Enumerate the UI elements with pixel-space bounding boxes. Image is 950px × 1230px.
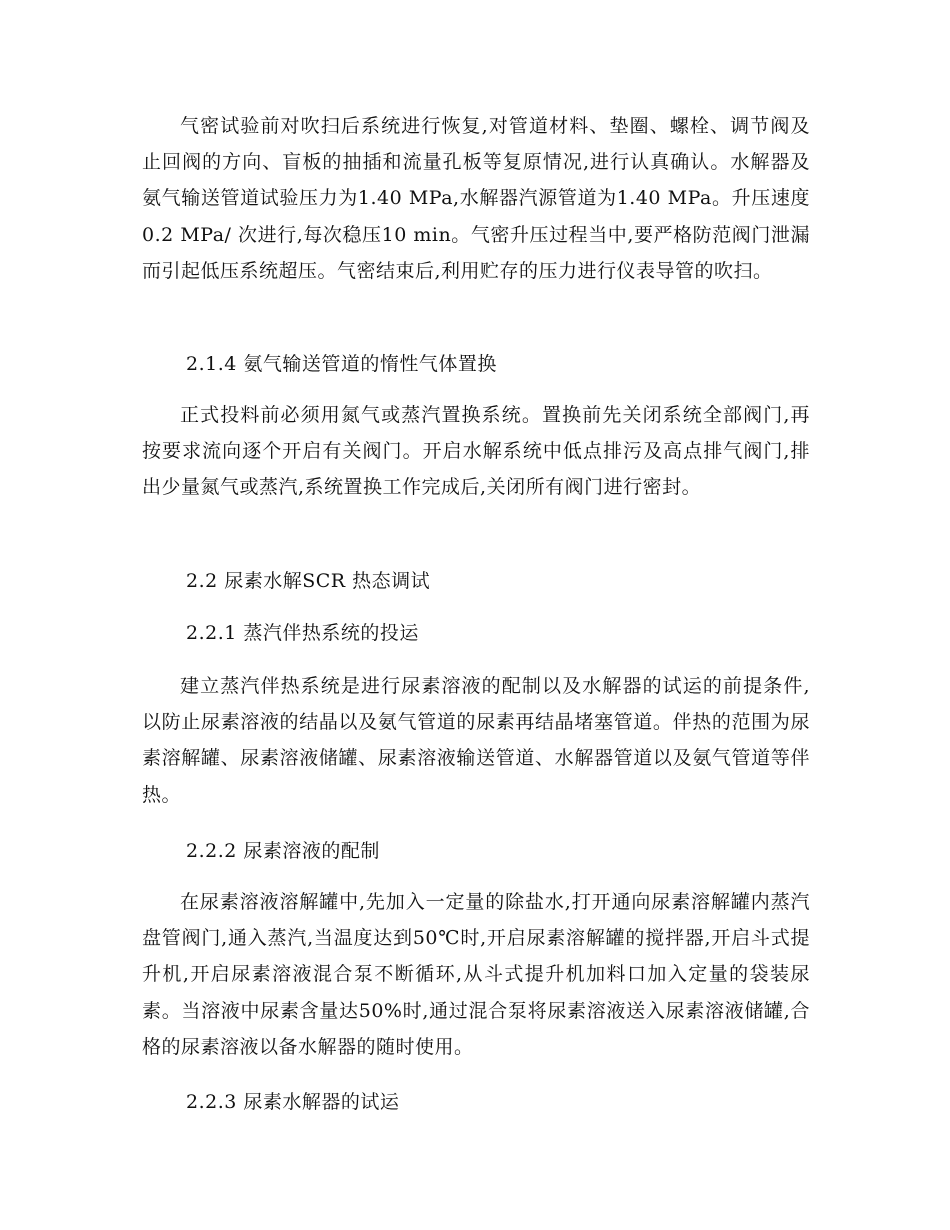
paragraph-urea-solution-preparation: 在尿素溶液溶解罐中,先加入一定量的除盐水,打开通向尿素溶解罐内蒸汽盘管阀门,通入蒸汽,当温度达到50℃时,开启尿素溶解罐的搅拌器,开启斗式提升机,开启尿素溶液混合泵不断循环,从斗式提升机加料口加入定量的袋装尿素。当溶液中尿素含量达50%时,通过混合泵将尿素溶液送入尿素溶液储罐,合格的尿素溶液以备水解器的随时使用。 xyxy=(142,891,810,1058)
section-heading-2-2-2: 2.2.2 尿素溶液的配制 xyxy=(186,840,380,862)
section-heading-2-2-1: 2.2.1 蒸汽伴热系统的投运 xyxy=(186,622,419,644)
section-heading-2-2: 2.2 尿素水解SCR 热态调试 xyxy=(186,570,431,592)
section-heading-2-1-4: 2.1.4 氨气输送管道的惰性气体置换 xyxy=(186,353,497,375)
paragraph-inert-gas-replacement: 正式投料前必须用氮气或蒸汽置换系统。置换前先关闭系统全部阀门,再按要求流向逐个开启有关阀门。开启水解系统中低点排污及高点排气阀门,排出少量氮气或蒸汽,系统置换工作完成后,关闭所有阀门进行密封。 xyxy=(142,404,810,499)
paragraph-airtightness-test: 气密试验前对吹扫后系统进行恢复,对管道材料、垫圈、螺栓、调节阀及止回阀的方向、盲板的抽插和流量孔板等复原情况,进行认真确认。水解器及氨气输送管道试验压力为1.40 MPa,水解器汽源管道为1.40 MPa。升压速度0.2 MPa/ 次进行,每次稳压10 min。气密升压过程当中,要严格防范阀门泄漏而引起低压系统超压。气密结束后,利用贮存的压力进行仪表导管的吹扫。 xyxy=(142,115,810,282)
paragraph-steam-tracing: 建立蒸汽伴热系统是进行尿素溶液的配制以及水解器的试运的前提条件,以防止尿素溶液的结晶以及氨气管道的尿素再结晶堵塞管道。伴热的范围为尿素溶解罐、尿素溶液储罐、尿素溶液输送管道、水解器管道以及氨气管道等伴热。 xyxy=(142,675,810,806)
section-heading-2-2-3: 2.2.3 尿素水解器的试运 xyxy=(186,1091,400,1113)
